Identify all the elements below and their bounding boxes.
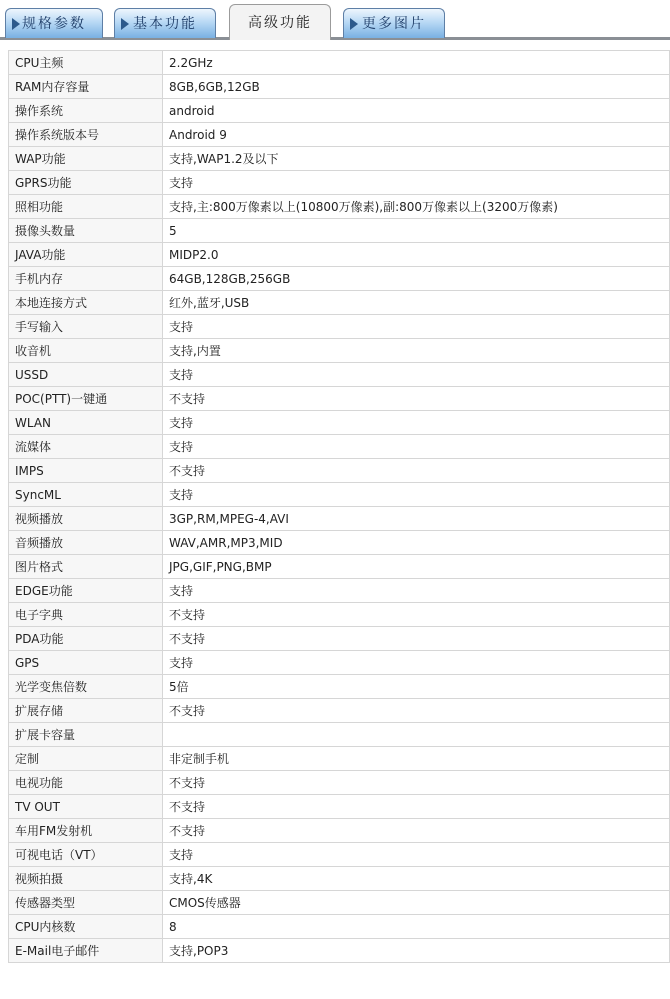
spec-key: E-Mail电子邮件	[9, 939, 163, 963]
spec-row	[9, 387, 670, 411]
spec-key: 扩展卡容量	[9, 723, 163, 747]
tab-bar	[0, 0, 670, 44]
spec-value: 支持,POP3	[163, 939, 670, 963]
spec-value: 支持,主:800万像素以上(10800万像素),副:800万像素以上(3200万像素)	[163, 195, 670, 219]
spec-value: 支持	[163, 435, 670, 459]
spec-value: 不支持	[163, 795, 670, 819]
spec-value: 支持	[163, 651, 670, 675]
spec-key: 扩展存储	[9, 699, 163, 723]
spec-key: 可视电话（VT）	[9, 843, 163, 867]
spec-table-body	[9, 51, 670, 963]
spec-key: SyncML	[9, 483, 163, 507]
spec-value: 支持,内置	[163, 339, 670, 363]
spec-value	[163, 723, 670, 747]
spec-row	[9, 315, 670, 339]
spec-value: 2.2GHz	[163, 51, 670, 75]
spec-value: 不支持	[163, 603, 670, 627]
spec-key: 流媒体	[9, 435, 163, 459]
spec-value: 不支持	[163, 387, 670, 411]
spec-value: 支持	[163, 483, 670, 507]
spec-row	[9, 627, 670, 651]
tab-label: 高级功能	[248, 15, 312, 31]
tab-label: 更多图片	[362, 16, 426, 32]
spec-row	[9, 459, 670, 483]
spec-row	[9, 915, 670, 939]
spec-row	[9, 843, 670, 867]
spec-table	[8, 50, 670, 963]
spec-value: 支持	[163, 363, 670, 387]
spec-key: WAP功能	[9, 147, 163, 171]
spec-value: 不支持	[163, 771, 670, 795]
spec-row	[9, 435, 670, 459]
spec-key: GPRS功能	[9, 171, 163, 195]
spec-key: 视频播放	[9, 507, 163, 531]
spec-value: 不支持	[163, 459, 670, 483]
spec-row	[9, 699, 670, 723]
spec-row	[9, 483, 670, 507]
spec-row	[9, 51, 670, 75]
spec-key: 视频拍摄	[9, 867, 163, 891]
tab-arrow-icon	[350, 18, 358, 30]
spec-key: POC(PTT)一键通	[9, 387, 163, 411]
tab-more-images[interactable]	[343, 8, 445, 38]
spec-value: 不支持	[163, 627, 670, 651]
spec-row	[9, 795, 670, 819]
spec-row	[9, 219, 670, 243]
spec-row	[9, 291, 670, 315]
spec-row	[9, 723, 670, 747]
spec-row	[9, 891, 670, 915]
spec-value: CMOS传感器	[163, 891, 670, 915]
spec-row	[9, 267, 670, 291]
spec-key: CPU主频	[9, 51, 163, 75]
spec-row	[9, 651, 670, 675]
spec-row	[9, 819, 670, 843]
tab-advanced-features[interactable]	[229, 4, 331, 40]
spec-row	[9, 579, 670, 603]
spec-value: android	[163, 99, 670, 123]
spec-value: 支持	[163, 843, 670, 867]
spec-row	[9, 747, 670, 771]
spec-row	[9, 171, 670, 195]
spec-value: 支持	[163, 411, 670, 435]
spec-value: 5倍	[163, 675, 670, 699]
spec-key: 本地连接方式	[9, 291, 163, 315]
spec-row	[9, 507, 670, 531]
spec-row	[9, 867, 670, 891]
spec-value: 不支持	[163, 819, 670, 843]
tab-arrow-icon	[121, 18, 129, 30]
spec-row	[9, 195, 670, 219]
spec-value: 非定制手机	[163, 747, 670, 771]
spec-value: 64GB,128GB,256GB	[163, 267, 670, 291]
spec-key: WLAN	[9, 411, 163, 435]
spec-value: 3GP,RM,MPEG-4,AVI	[163, 507, 670, 531]
tab-basic-features[interactable]	[114, 8, 216, 38]
spec-row	[9, 555, 670, 579]
spec-key: PDA功能	[9, 627, 163, 651]
spec-key: 传感器类型	[9, 891, 163, 915]
spec-key: RAM内存容量	[9, 75, 163, 99]
spec-row	[9, 243, 670, 267]
spec-key: JAVA功能	[9, 243, 163, 267]
spec-row	[9, 363, 670, 387]
spec-value: WAV,AMR,MP3,MID	[163, 531, 670, 555]
spec-key: 音频播放	[9, 531, 163, 555]
spec-row	[9, 339, 670, 363]
spec-key: 照相功能	[9, 195, 163, 219]
spec-row	[9, 75, 670, 99]
spec-value: Android 9	[163, 123, 670, 147]
spec-value: 支持	[163, 171, 670, 195]
spec-value: 支持	[163, 579, 670, 603]
spec-value: 支持,4K	[163, 867, 670, 891]
spec-value: 8	[163, 915, 670, 939]
spec-key: 收音机	[9, 339, 163, 363]
spec-value: 红外,蓝牙,USB	[163, 291, 670, 315]
spec-key: 车用FM发射机	[9, 819, 163, 843]
spec-row	[9, 411, 670, 435]
spec-key: TV OUT	[9, 795, 163, 819]
spec-row	[9, 939, 670, 963]
spec-value: 8GB,6GB,12GB	[163, 75, 670, 99]
spec-key: CPU内核数	[9, 915, 163, 939]
spec-key: 定制	[9, 747, 163, 771]
tab-arrow-icon	[12, 18, 20, 30]
spec-key: 光学变焦倍数	[9, 675, 163, 699]
spec-key: 电子字典	[9, 603, 163, 627]
spec-value: 5	[163, 219, 670, 243]
spec-key: EDGE功能	[9, 579, 163, 603]
tab-specs[interactable]	[5, 8, 103, 38]
tab-label: 基本功能	[133, 16, 197, 32]
spec-key: 操作系统	[9, 99, 163, 123]
spec-value: 不支持	[163, 699, 670, 723]
spec-row	[9, 771, 670, 795]
spec-key: 手写输入	[9, 315, 163, 339]
spec-key: 摄像头数量	[9, 219, 163, 243]
spec-row	[9, 123, 670, 147]
spec-key: GPS	[9, 651, 163, 675]
spec-row	[9, 675, 670, 699]
spec-value: JPG,GIF,PNG,BMP	[163, 555, 670, 579]
spec-value: 支持	[163, 315, 670, 339]
spec-row	[9, 99, 670, 123]
spec-key: 图片格式	[9, 555, 163, 579]
spec-key: USSD	[9, 363, 163, 387]
spec-key: 电视功能	[9, 771, 163, 795]
spec-key: 操作系统版本号	[9, 123, 163, 147]
spec-row	[9, 603, 670, 627]
spec-value: MIDP2.0	[163, 243, 670, 267]
spec-value: 支持,WAP1.2及以下	[163, 147, 670, 171]
spec-row	[9, 531, 670, 555]
tab-label: 规格参数	[22, 16, 86, 32]
spec-row	[9, 147, 670, 171]
spec-key: 手机内存	[9, 267, 163, 291]
spec-key: IMPS	[9, 459, 163, 483]
